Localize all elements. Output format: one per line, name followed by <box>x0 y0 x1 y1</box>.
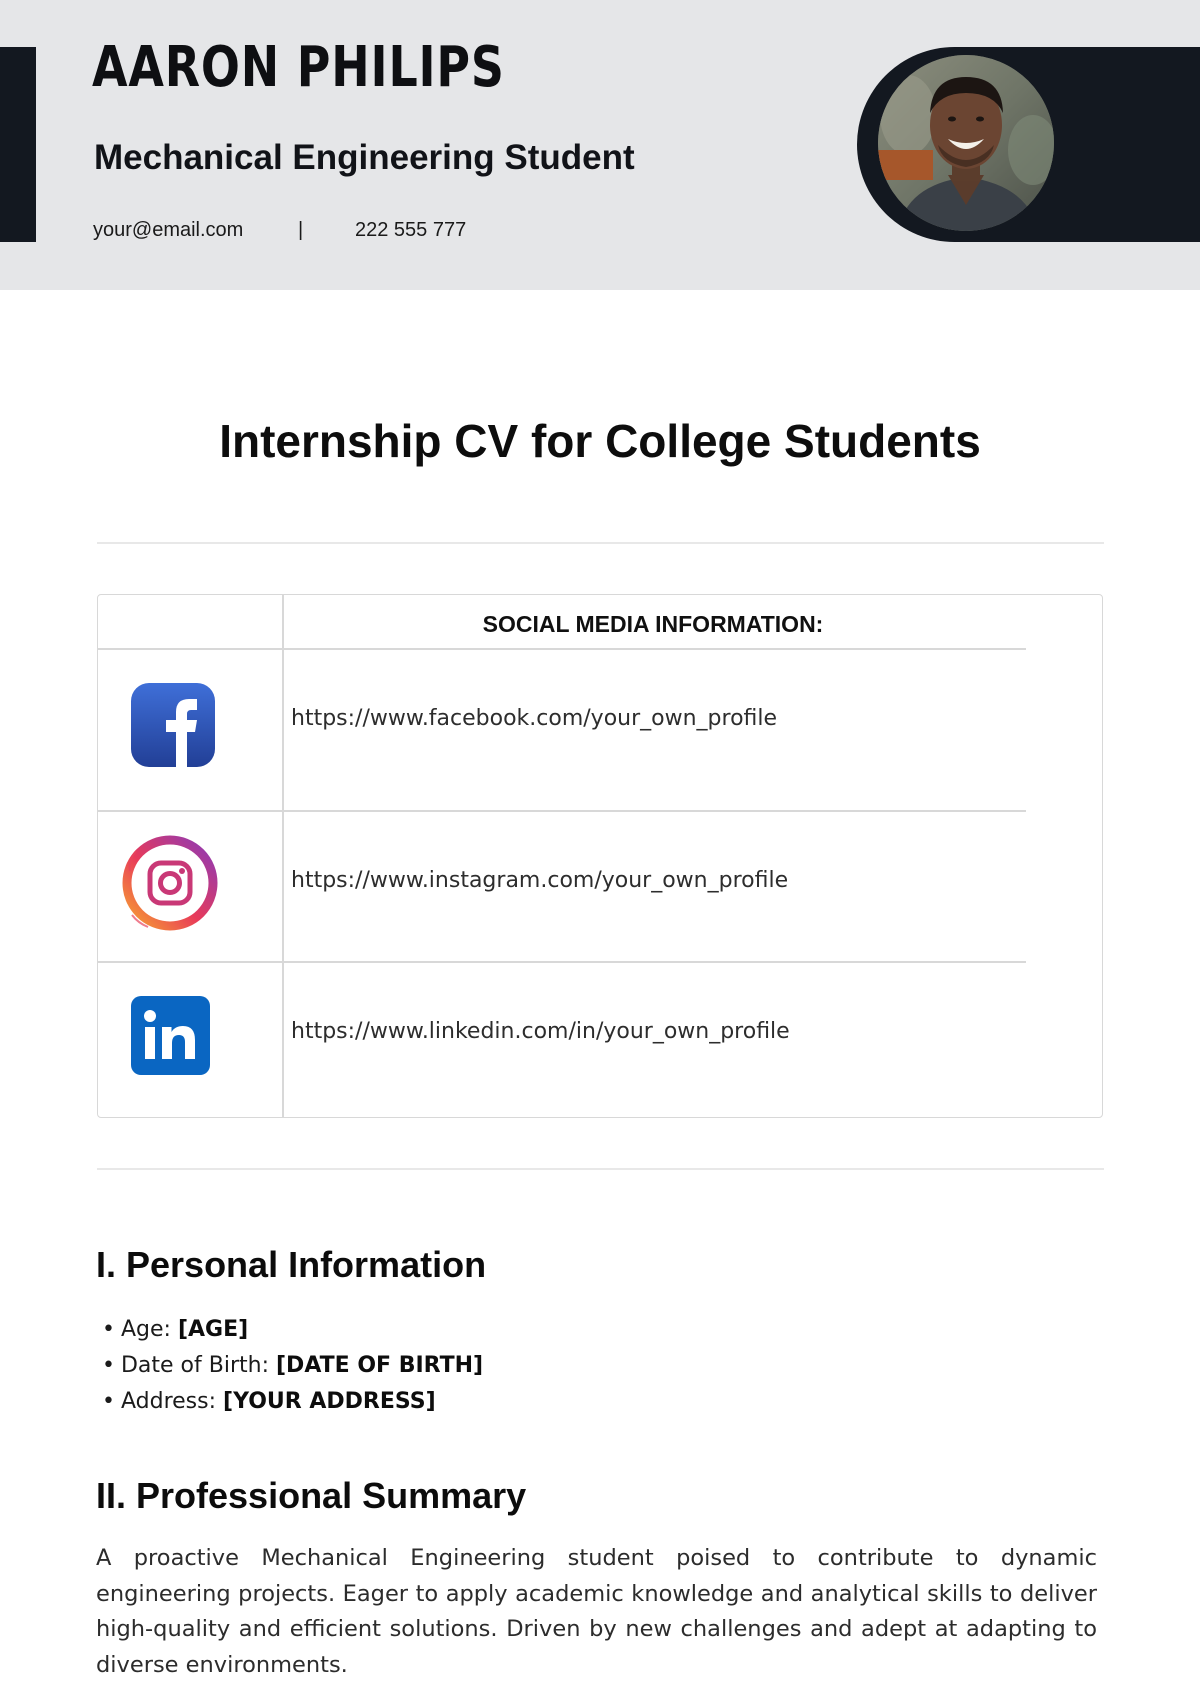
table-row-divider <box>98 648 1026 650</box>
divider <box>97 1168 1104 1170</box>
social-table-header: SOCIAL MEDIA INFORMATION: <box>482 611 824 637</box>
phone-number[interactable]: 222 555 777 <box>355 219 467 241</box>
address-value: [YOUR ADDRESS] <box>223 1389 436 1414</box>
list-item <box>102 1312 483 1348</box>
instagram-url[interactable]: https://www.instagram.com/your_own_profile <box>291 868 789 893</box>
linkedin-icon[interactable] <box>131 996 210 1075</box>
summary-heading: II. Professional Summary <box>96 1475 527 1516</box>
bullet: • <box>102 1317 115 1342</box>
bullet: • <box>102 1353 115 1378</box>
left-accent-bar <box>0 47 36 242</box>
age-label: Age: <box>120 1317 171 1342</box>
personal-info-heading: I. Personal Information <box>96 1244 487 1285</box>
divider <box>97 542 1104 544</box>
personal-info-list <box>102 1312 483 1420</box>
summary-text: A proactive Mechanical Engineering student poised to contribute to dynamic engineering projects. Eager to apply academic knowledge and analytical skills to deliver high-quality and efficient solutions. Driven by new challenges and adept at adapting to diverse environments. <box>96 1545 1097 1678</box>
dob-value: [DATE OF BIRTH] <box>276 1353 484 1378</box>
document-title: Internship CV for College Students <box>219 415 981 467</box>
email-link[interactable]: your@email.com <box>93 219 244 241</box>
social-media-table <box>97 594 1103 1118</box>
linkedin-url[interactable]: https://www.linkedin.com/in/your_own_profile <box>291 1019 790 1044</box>
table-column-divider <box>282 595 284 1117</box>
header-banner <box>0 0 1200 290</box>
dob-label: Date of Birth: <box>120 1353 269 1378</box>
instagram-icon[interactable] <box>118 831 222 935</box>
facebook-url[interactable]: https://www.facebook.com/your_own_profile <box>291 706 778 731</box>
contact-separator: | <box>298 219 304 241</box>
age-value: [AGE] <box>177 1317 249 1342</box>
table-row-divider <box>98 961 1026 963</box>
candidate-role: Mechanical Engineering Student <box>94 138 635 177</box>
facebook-icon[interactable] <box>130 682 216 768</box>
candidate-name: AARON PHILIPS <box>92 35 505 100</box>
bullet: • <box>102 1389 115 1414</box>
profile-photo <box>878 55 1054 231</box>
address-label: Address: <box>120 1389 217 1414</box>
list-item <box>102 1348 483 1384</box>
table-row-divider <box>98 810 1026 812</box>
list-item <box>102 1384 483 1420</box>
